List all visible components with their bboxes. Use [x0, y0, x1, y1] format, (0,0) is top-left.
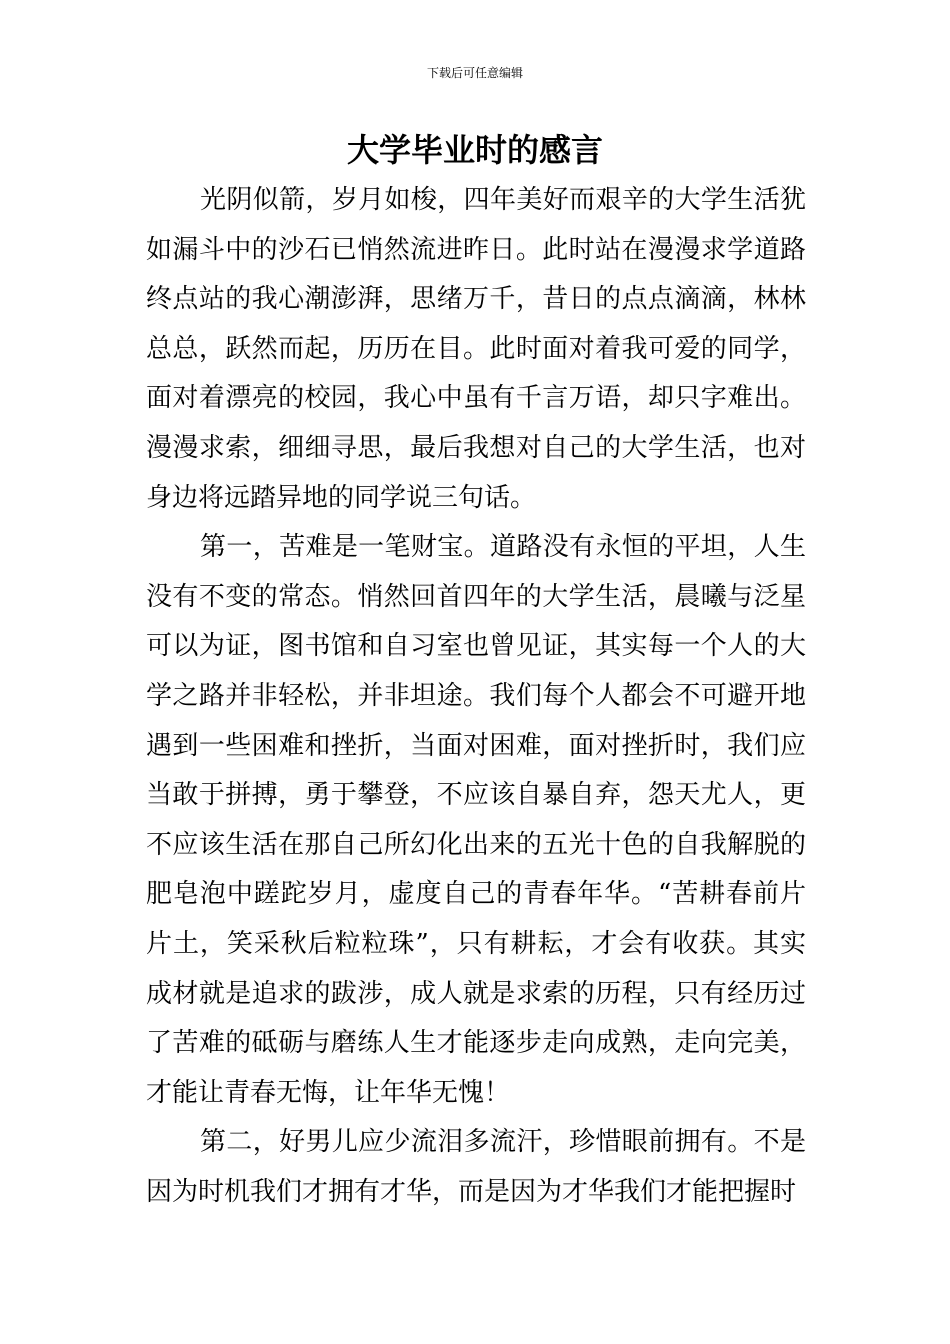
document-title: 大学毕业时的感言: [346, 131, 603, 169]
header-note: 下载后可任意编辑: [426, 66, 523, 80]
paragraph-intro: 光阴似箭，岁月如梭，四年美好而艰辛的大学生活犹如漏斗中的沙石已悄然流进昨日。此时站在漫漫求学道路终点站的我心潮澎湃，思绪万千，昔日的点点滴滴，林林总总，跃然而起，历历在目。此时面对着我可爱的同学，面对着漂亮的校园，我心中虽有千言万语，却只字难出。漫漫求索，细细寻思，最后我想对自己的大学生活，也对身边将远踏异地的同学说三句话。: [146, 185, 806, 513]
paragraph-second-point: 第二，好男儿应少流泪多流汗，珍惜眼前拥有。不是因为时机我们才拥有才华，而是因为才华我们才能把握时: [146, 1127, 806, 1207]
paragraph-first-point: 第一，苦难是一笔财宝。道路没有永恒的平坦，人生没有不变的常态。悄然回首四年的大学生活，晨曦与泛星可以为证，图书馆和自习室也曾见证，其实每一个人的大学之路并非轻松，并非坦途。我们每个人都会不可避开地遇到一些困难和挫折，当面对困难，面对挫折时，我们应当敢于拼搏，勇于攀登，不应该自暴自弃，怨天尤人，更不应该生活在那自己所幻化出来的五光十色的自我解脱的肥皂泡中蹉跎岁月，虚度自己的青春年华。“苦耕春前片片土，笑采秋后粒粒珠”，只有耕耘，才会有收获。其实成材就是追求的跋涉，成人就是求索的历程，只有经历过了苦难的砥砺与磨练人生才能逐步走向成熟，走向完美，才能让青春无悔，让年华无愧！: [146, 532, 806, 1108]
document-body: [146, 176, 806, 1217]
